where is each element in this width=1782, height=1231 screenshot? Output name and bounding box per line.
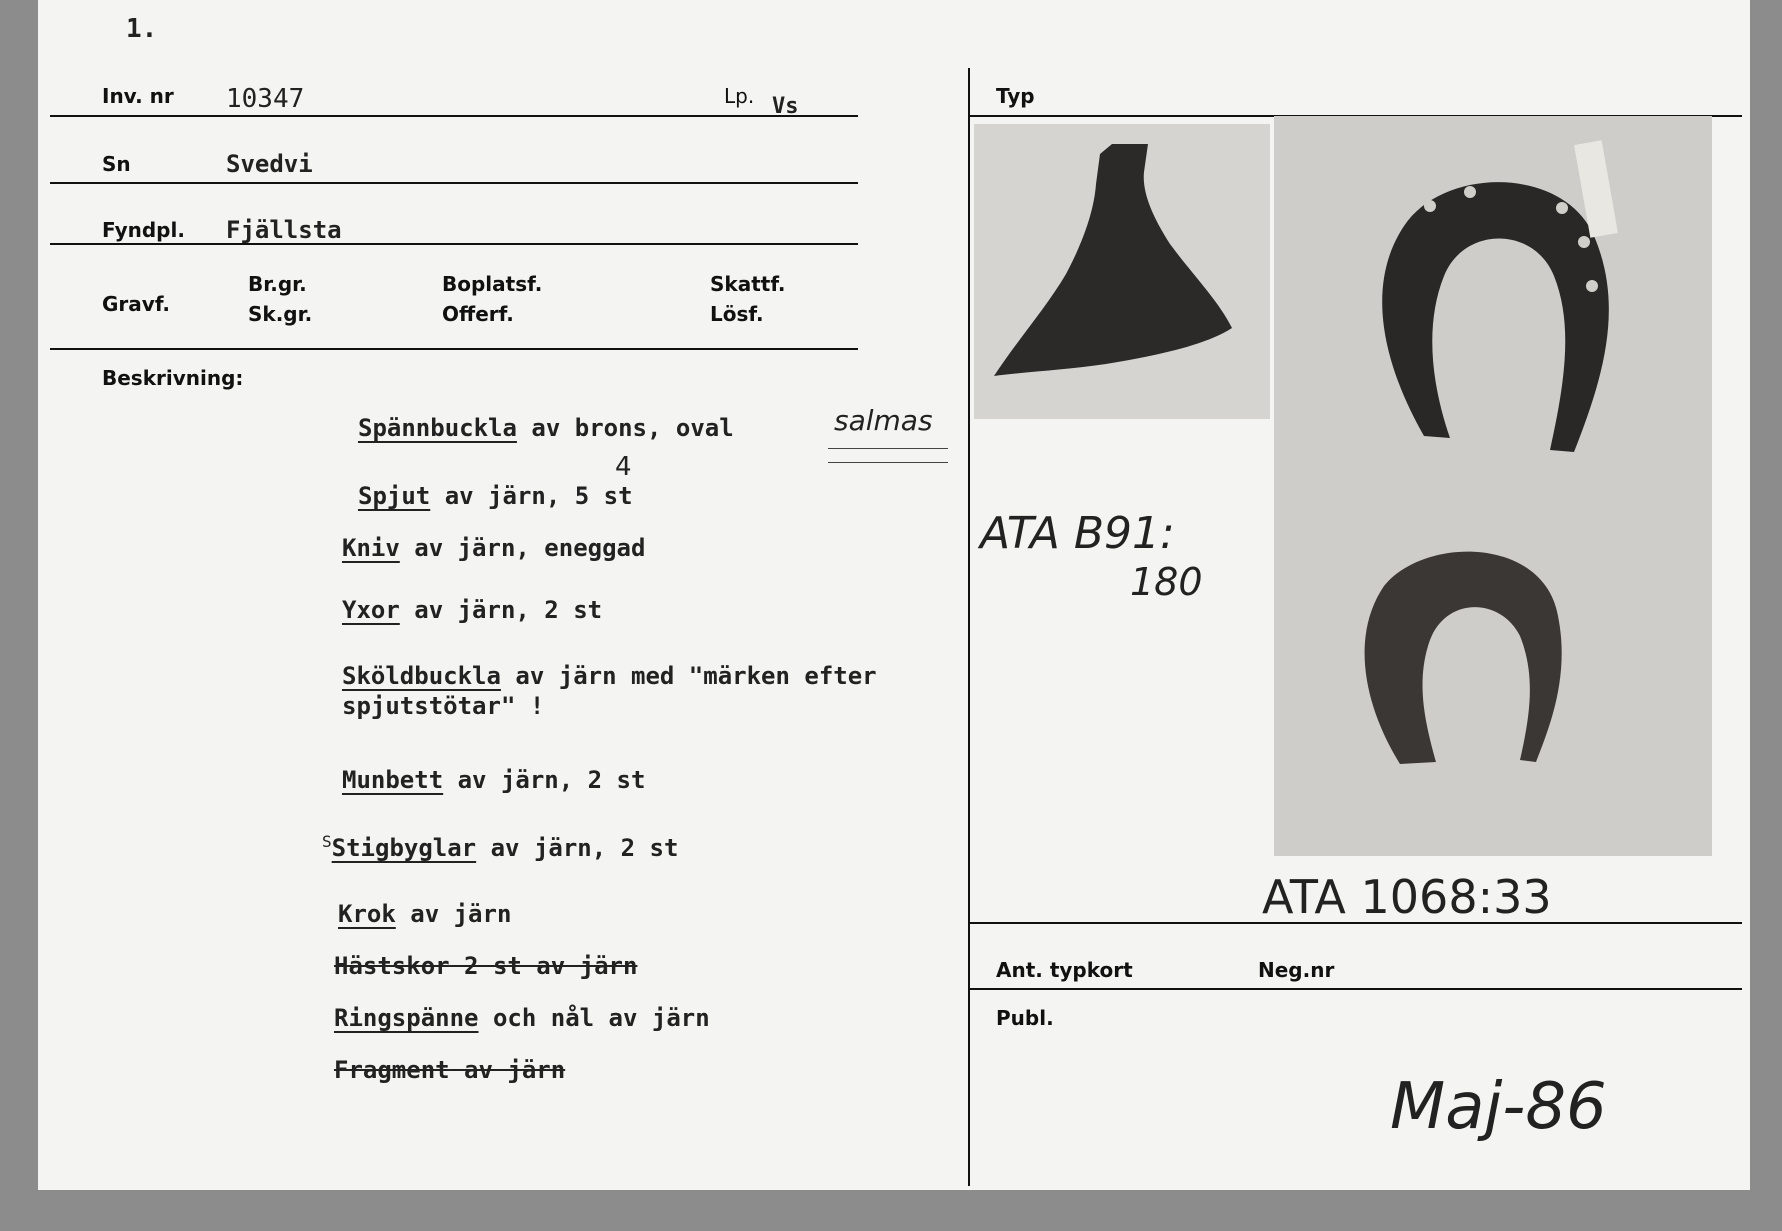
desc-key: Stigbyglar <box>331 834 477 862</box>
beskrivning-label: Beskrivning: <box>102 366 244 390</box>
axe-head-photo <box>974 124 1270 419</box>
desc-rest: av brons, oval <box>516 414 734 442</box>
typ-label: Typ <box>996 84 1035 108</box>
ant-typkort-label: Ant. typkort <box>996 958 1133 982</box>
desc-line-1 <box>358 414 734 442</box>
spjut-correction: 4 <box>615 452 632 482</box>
lp-value: Vs <box>772 94 799 119</box>
desc-line-2 <box>358 482 633 510</box>
rule-invnr <box>50 115 858 117</box>
fyndpl-value: Fjällsta <box>226 216 342 244</box>
desc-line-3 <box>342 534 645 562</box>
rule-gravf <box>50 348 858 350</box>
catalog-card <box>38 0 1750 1190</box>
sn-label: Sn <box>102 152 131 176</box>
desc-key: Kniv <box>342 534 400 562</box>
brgr-label: Br.gr. <box>248 272 307 296</box>
salmas-underline-2 <box>828 462 948 463</box>
desc-rest: av järn, eneggad <box>399 534 646 562</box>
desc-rest: av järn <box>395 900 512 928</box>
rule-sn <box>50 182 858 184</box>
inv-nr-label: Inv. nr <box>102 84 174 108</box>
horseshoes-icon <box>1274 116 1712 856</box>
boplatsf-label: Boplatsf. <box>442 272 543 296</box>
desc-rest: 2 st av järn <box>449 952 638 980</box>
rule-fyndpl <box>50 243 858 245</box>
card-number: 1. <box>126 14 158 44</box>
desc-line-10 <box>334 1004 710 1032</box>
desc-line-7 <box>322 832 678 862</box>
ata-1068-annotation: ATA 1068:33 <box>1262 870 1552 924</box>
desc-line-11 <box>334 1056 565 1084</box>
skgr-label: Sk.gr. <box>248 302 313 326</box>
losf-label: Lösf. <box>710 302 764 326</box>
desc-key: Fragment <box>334 1056 450 1084</box>
desc-line-5b: spjutstötar" ! <box>342 692 545 720</box>
desc-line-9 <box>334 952 637 980</box>
desc-key: Spjut <box>358 482 431 510</box>
desc-line-8 <box>338 900 511 928</box>
column-divider <box>968 68 970 1186</box>
desc-prefix: S <box>322 832 332 851</box>
inv-nr-value: 10347 <box>226 84 305 114</box>
salmas-annotation: salmas <box>834 404 933 437</box>
fyndpl-label: Fyndpl. <box>102 218 185 242</box>
rule-publ <box>970 988 1742 990</box>
desc-key: Hästskor <box>334 952 450 980</box>
desc-rest: av järn, 5 st <box>430 482 633 510</box>
date-annotation: Maj-86 <box>1390 1070 1607 1144</box>
desc-key: Spännbuckla <box>358 414 517 442</box>
publ-label: Publ. <box>996 1006 1054 1030</box>
desc-key: Sköldbuckla <box>342 662 501 690</box>
ata-180-annotation: 180 <box>1130 560 1203 604</box>
desc-rest: av järn med "märken efter <box>500 662 877 690</box>
desc-key: Yxor <box>342 596 400 624</box>
sn-value: Svedvi <box>226 150 313 178</box>
desc-key: Krok <box>338 900 396 928</box>
neg-nr-label: Neg.nr <box>1258 958 1335 982</box>
salmas-underline-1 <box>828 448 948 449</box>
offerf-label: Offerf. <box>442 302 514 326</box>
gravf-label: Gravf. <box>102 292 171 316</box>
horseshoes-photo <box>1274 116 1712 856</box>
desc-rest: av järn, 2 st <box>443 766 646 794</box>
axe-head-icon <box>974 124 1270 419</box>
desc-rest: och nål av järn <box>478 1004 710 1032</box>
desc-key: Ringspänne <box>334 1004 479 1032</box>
desc-rest: av järn, 2 st <box>476 834 679 862</box>
skattf-label: Skattf. <box>710 272 786 296</box>
desc-line-4 <box>342 596 602 624</box>
lp-label: Lp. <box>724 84 755 108</box>
ata-b91-annotation: ATA B91: <box>980 508 1175 559</box>
desc-key: Munbett <box>342 766 444 794</box>
desc-rest: av järn, 2 st <box>399 596 603 624</box>
desc-line-5 <box>342 662 877 690</box>
desc-rest: av järn <box>449 1056 566 1084</box>
desc-line-6 <box>342 766 645 794</box>
